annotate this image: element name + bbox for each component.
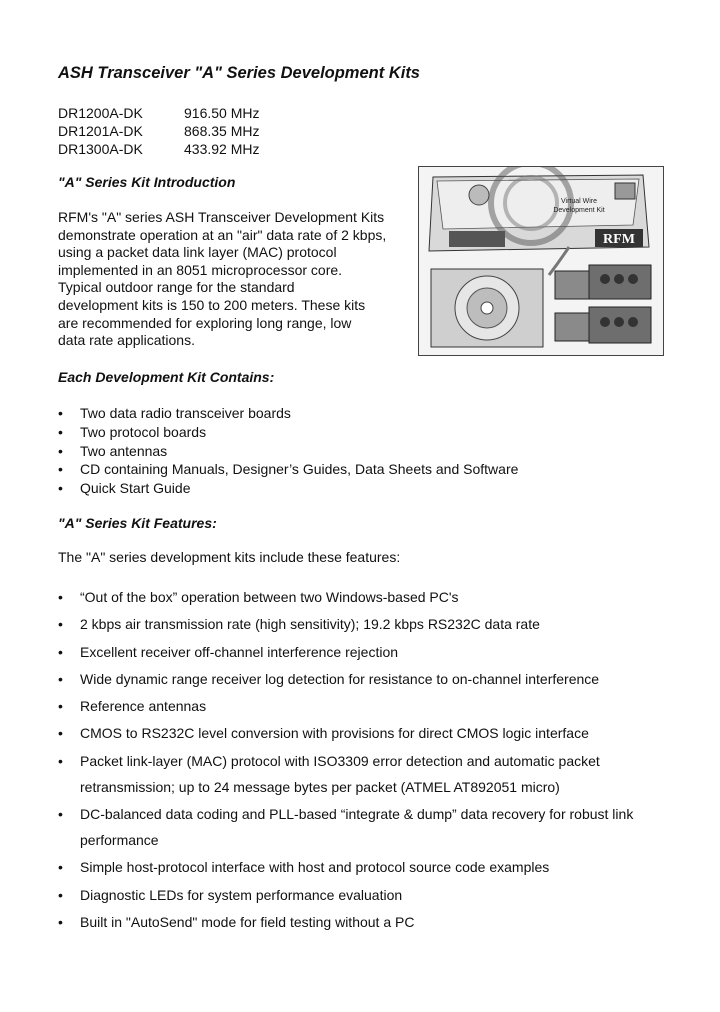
intro-heading: "A" Series Kit Introduction	[58, 174, 236, 190]
model-row	[58, 140, 259, 158]
intro-line: development kits is 150 to 200 meters. These kits	[58, 296, 366, 313]
list-item: • CMOS to RS232C level conversion with provisions for direct CMOS logic interface	[58, 720, 633, 746]
intro-line: demonstrate operation at an "air" data rate of 2 kbps,	[58, 226, 387, 243]
list-item	[58, 801, 633, 853]
features-lead: The "A" series development kits include these features:	[58, 549, 401, 565]
rfm-logo: RFM	[603, 232, 635, 247]
kit-photo	[418, 166, 664, 356]
list-item: • Reference antennas	[58, 693, 633, 719]
intro-line: implemented in an 8051 microprocessor core.	[58, 261, 343, 278]
list-item: • Built in "AutoSend" mode for field testing without a PC	[58, 909, 633, 935]
box-label-line1: Virtual Wire	[560, 198, 598, 205]
contains-heading: Each Development Kit Contains:	[58, 369, 275, 385]
model-row	[58, 122, 259, 140]
model-frequency: 433.92 MHz	[184, 141, 260, 157]
box-label-line2: Development Kit	[553, 207, 605, 214]
intro-line: Typical outdoor range for the standard	[58, 279, 295, 296]
intro-line: are recommended for exploring long range, low	[58, 314, 352, 331]
list-item: • Two data radio transceiver boards	[58, 404, 518, 423]
model-frequency: 868.35 MHz	[184, 123, 260, 139]
list-item: • Quick Start Guide	[58, 479, 518, 498]
intro-line: data rate applications.	[58, 332, 195, 349]
contents-list	[58, 404, 518, 498]
list-item-line: retransmission; up to 24 message bytes per packet (ATMEL AT892051 micro)	[80, 778, 560, 795]
intro-line: RFM's "A" series ASH Transceiver Development Kits	[58, 209, 385, 225]
features-list	[58, 584, 633, 936]
features-heading: "A" Series Kit Features:	[58, 515, 217, 531]
list-item: • 2 kbps air transmission rate (high sensitivity); 19.2 kbps RS232C data rate	[58, 611, 633, 637]
list-item: • Two protocol boards	[58, 423, 518, 442]
list-item: • Simple host-protocol interface with host and protocol source code examples	[58, 854, 633, 880]
list-item-line: Packet link-layer (MAC) protocol with ISO3309 error detection and automatic packet	[80, 752, 600, 769]
model-row	[58, 104, 259, 122]
intro-line: using a packet data link layer (MAC) protocol	[58, 244, 337, 261]
list-item: • Wide dynamic range receiver log detection for resistance to on-channel interference	[58, 666, 633, 692]
page-title: ASH Transceiver "A" Series Development Kits	[58, 64, 420, 82]
model-frequency: 916.50 MHz	[184, 105, 260, 121]
model-part-number: DR1200A-DK	[58, 105, 143, 121]
list-item: • Diagnostic LEDs for system performance evaluation	[58, 882, 633, 908]
intro-paragraph	[58, 209, 398, 350]
list-item: • Two antennas	[58, 442, 518, 461]
list-item-line: DC-balanced data coding and PLL-based “integrate & dump” data recovery for robust link	[80, 806, 634, 823]
model-part-number: DR1300A-DK	[58, 141, 143, 157]
list-item: • CD containing Manuals, Designer’s Guides, Data Sheets and Software	[58, 460, 518, 479]
list-item	[58, 748, 633, 800]
model-list	[58, 104, 259, 158]
list-item: • Excellent receiver off-channel interference rejection	[58, 639, 633, 665]
list-item-line: performance	[80, 832, 159, 849]
kit-illustration	[419, 167, 663, 355]
list-item: • “Out of the box” operation between two Windows-based PC's	[58, 584, 633, 610]
model-part-number: DR1201A-DK	[58, 123, 143, 139]
